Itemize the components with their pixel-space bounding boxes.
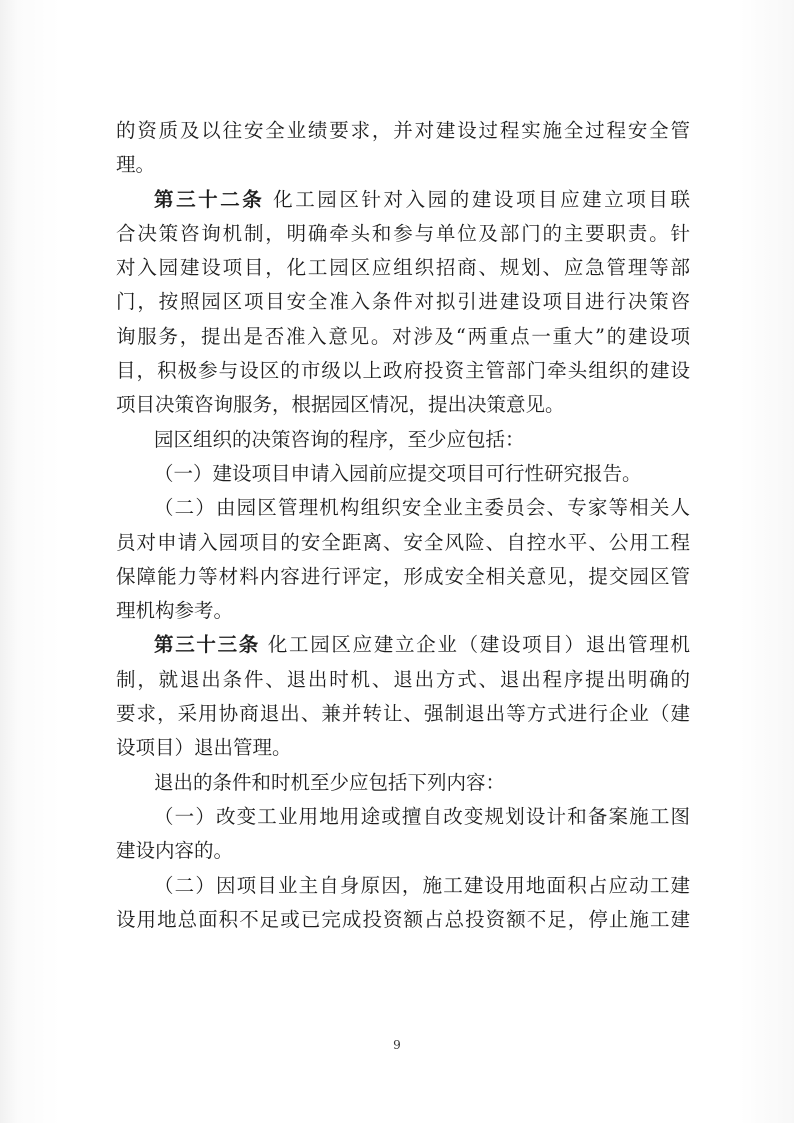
list-item-line: （一）改变工业用地用途或擅自改变规划设计和备案施工图 <box>154 804 690 828</box>
article-32-line: 第三十二条 化工园区针对入园的建设项目应建立项目联 <box>154 187 690 211</box>
text-line: 退出的条件和时机至少应包括下列内容： <box>154 770 506 794</box>
text-line: 项目决策咨询服务，根据园区情况，提出决策意见。 <box>116 393 565 417</box>
text-line: 的资质及以往安全业绩要求，并对建设过程实施全过程安全管 <box>116 119 690 142</box>
text-line: 设项目）退出管理。 <box>116 736 292 760</box>
page-number: 9 <box>393 1038 401 1052</box>
text-line: 保障能力等材料内容进行评定，形成安全相关意见，提交园区管 <box>116 564 690 588</box>
article-33-line: 第三十三条 化工园区应建立企业（建设项目）退出管理机 <box>154 633 690 657</box>
article-heading: 第三十三条 <box>154 633 260 657</box>
text-line: 制，就退出条件、退出时机、退出方式、退出程序提出明确的 <box>116 667 690 691</box>
list-item-line: （二）由园区管理机构组织安全业主委员会、专家等相关人 <box>154 496 690 520</box>
text-line: 目，积极参与设区的市级以上政府投资主管部门牵头组织的建设 <box>116 359 690 383</box>
text-line: 要求，采用协商退出、兼并转让、强制退出等方式进行企业（建 <box>116 702 690 726</box>
list-item-line: （二）因项目业主自身原因，施工建设用地面积占应动工建 <box>154 873 690 897</box>
article-heading: 第三十二条 <box>154 187 265 211</box>
document-body <box>116 114 690 937</box>
text-line: 门，按照园区项目安全准入条件对拟引进建设项目进行决策咨 <box>116 290 690 314</box>
text-line: 建设内容的。 <box>116 839 234 863</box>
text-line: 对入园建设项目，化工园区应组织招商、规划、应急管理等部 <box>116 256 690 280</box>
text-line: 理机构参考。 <box>116 599 234 623</box>
text-line: 设用地总面积不足或已完成投资额占总投资额不足，停止施工建 <box>116 907 690 931</box>
text-line: 理。 <box>116 153 156 177</box>
text-line: 合决策咨询机制，明确牵头和参与单位及部门的主要职责。针 <box>116 221 690 245</box>
text-line: 园区组织的决策咨询的程序，至少应包括： <box>154 427 525 451</box>
text-line: 员对申请入园项目的安全距离、安全风险、自控水平、公用工程 <box>116 530 690 554</box>
list-item-line: （一）建设项目申请入园前应提交项目可行性研究报告。 <box>154 461 642 485</box>
text-line: 询服务，提出是否准入意见。对涉及“两重点一重大”的建设项 <box>116 324 690 348</box>
